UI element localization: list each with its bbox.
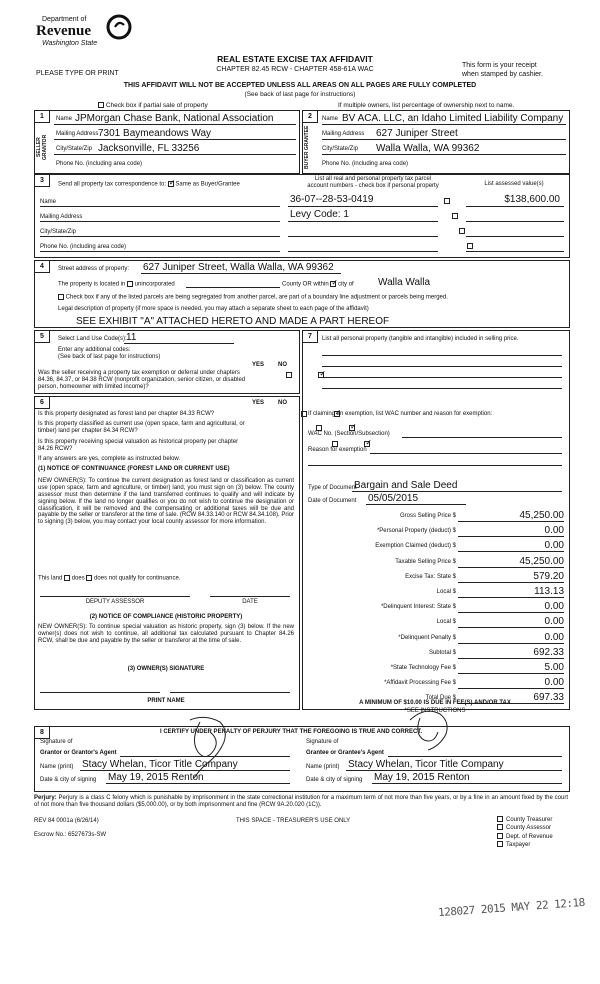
this-land-label: This land <box>38 575 63 582</box>
receipt-note-1: This form is your receipt <box>462 62 537 69</box>
seller-addr: 7301 Baymeandows Way <box>98 128 212 139</box>
section-3-number: 3 <box>34 174 50 187</box>
owner-sig-line-1 <box>40 692 160 693</box>
legal-desc-label: Legal description of property (if more space is needed, you may attach a separate sheet to each page of the affidavit) <box>58 306 369 312</box>
dept-pre: Department of <box>42 16 87 23</box>
buyer-name-line <box>322 124 566 125</box>
parcel-line-3 <box>288 236 438 237</box>
grantor-date-line <box>106 783 290 784</box>
if-yes-note: If any answers are yes, complete as instructed below. <box>38 456 181 462</box>
distribution-item <box>497 824 553 831</box>
grantor-name-label: Name (print) <box>40 764 74 770</box>
buyer-addr-label: Mailing Address <box>322 131 365 137</box>
pp-line-2 <box>322 366 562 367</box>
dept-name: Revenue <box>36 23 91 39</box>
s3-addr-label: Mailing Address <box>40 214 83 220</box>
perjury-label: Perjury: <box>34 795 57 801</box>
tax-line-label: Total Due $ <box>425 695 456 702</box>
distribution-checkbox[interactable] <box>497 833 503 839</box>
grantee-name-label: Name (print) <box>306 764 340 770</box>
pp-line-3 <box>322 377 562 378</box>
doc-date-label: Date of Document <box>308 498 357 504</box>
tax-line-underline <box>458 658 564 659</box>
owner-signature-title: (3) OWNER(S) SIGNATURE <box>127 666 205 672</box>
tax-line-underline <box>458 582 564 583</box>
seller-side-label: SELLER GRANTOR <box>36 134 48 160</box>
wac-line <box>402 437 562 438</box>
escrow-number: Escrow No.: 6527673s-SW <box>34 832 107 838</box>
tax-line-label: Exemption Claimed (deduct) $ <box>375 543 456 550</box>
certify-text: I CERTIFY UNDER PENALTY OF PERJURY THAT THE FOREGOING IS TRUE AND CORRECT. <box>160 729 423 735</box>
seller-name-label: Name <box>56 116 73 122</box>
parcel-line-1 <box>288 206 438 207</box>
receipt-note-2: when stamped by cashier. <box>462 71 543 78</box>
revenue-logo-icon <box>106 14 132 40</box>
tax-line-value: 0.00 <box>544 631 564 643</box>
personal-prop-label: List all personal property (tangible and intangible) included in selling price. <box>322 336 519 342</box>
s3-phone-line <box>40 251 280 252</box>
personal-prop-checkbox-3[interactable] <box>459 228 465 234</box>
buyer-city-label: City/State/Zip <box>322 146 359 152</box>
wac-label: WAC No. (Section/Subsection) <box>308 431 390 437</box>
property-city: Walla Walla <box>378 277 431 288</box>
grantor-date-label: Date & city of signing <box>40 777 97 783</box>
tax-line-label: *State Technology Fee $ <box>390 665 456 671</box>
notice1-title: (1) NOTICE OF CONTINUANCE (FOREST LAND OR CURRENT USE) <box>38 466 230 472</box>
tax-line-value: 113.13 <box>534 586 564 597</box>
distribution-item <box>497 841 553 848</box>
buyer-phone-label: Phone No. (including area code) <box>322 161 409 167</box>
form-chapter: CHAPTER 82.45 RCW - CHAPTER 458-61A WAC <box>216 66 374 73</box>
pp-line-1 <box>322 355 562 356</box>
grantor-sig-label: Signature of <box>40 739 73 745</box>
unincorporated-checkbox[interactable] <box>127 281 133 287</box>
warning: THIS AFFIDAVIT WILL NOT BE ACCEPTED UNLESS ALL AREAS ON ALL PAGES ARE FULLY COMPLETED <box>123 82 477 89</box>
unincorporated-label: unincorporated <box>134 281 175 288</box>
section-8-number: 8 <box>34 726 50 739</box>
forest-question: Is this property designated as forest land per chapter 84.33 RCW? <box>38 411 215 417</box>
s3-addr-line <box>40 221 280 222</box>
distribution-label: County Assessor <box>506 825 552 832</box>
owner-sig-line-2 <box>170 692 290 693</box>
buyer-city-line <box>322 154 566 155</box>
logo <box>30 14 130 54</box>
send-label <box>58 181 240 188</box>
tax-line-label: *Personal Property (deduct) $ <box>376 528 456 535</box>
minimum-note: A MINIMUM OF $10.00 IS DUE IN FEE(S) AND/OR TAX <box>359 700 511 706</box>
does-checkbox[interactable] <box>64 575 70 581</box>
s6-yes: YES <box>252 400 265 406</box>
grantee-signature <box>400 700 460 760</box>
parcel-1: 36-07--28-53-0419 <box>290 194 374 205</box>
tax-line-underline <box>458 688 564 689</box>
date-label: DATE <box>242 599 258 605</box>
parcel-line-2 <box>288 221 438 222</box>
tax-line-underline <box>458 536 564 537</box>
distribution-checkbox[interactable] <box>497 841 503 847</box>
distribution-label: County Treasurer <box>506 816 553 823</box>
s3-city-line <box>40 236 280 237</box>
tax-line-label: *Affidavit Processing Fee $ <box>384 680 456 687</box>
s6-no: NO <box>278 400 287 406</box>
reason-line-2 <box>308 465 562 466</box>
assessed-line-2 <box>466 221 564 222</box>
personal-prop-checkbox-2[interactable] <box>452 213 458 219</box>
street-address: 627 Juniper Street, Walla Walla, WA 99362 <box>143 262 334 273</box>
pp-line-4 <box>322 388 562 389</box>
treasurer-note: THIS SPACE - TREASURER'S USE ONLY <box>236 818 351 824</box>
segregation-label: Check box if any of the listed parcels are being segregated from another parcel, are part of a boundary line adjustment or parcels being merged. <box>65 294 448 301</box>
assessed-line-4 <box>466 251 564 252</box>
tax-line-underline <box>458 597 564 598</box>
current-use-question: Is this property classified as current use (open space, farm and agricultural, or timber) land per chapter 84.34 RCW? <box>38 421 245 434</box>
land-use-label: Select Land Use Code(s): <box>58 336 127 342</box>
grantee-date-line <box>372 783 562 784</box>
tax-line-value: 0.00 <box>544 540 564 552</box>
tax-line-value: 0.00 <box>544 601 564 613</box>
assessed-line-1 <box>466 206 564 207</box>
grantor-agent-label: Grantor or Grantor's Agent <box>40 750 117 756</box>
tax-line-label: *Delinquent Interest: State $ <box>380 604 456 611</box>
section-6-number: 6 <box>34 396 50 409</box>
tax-line-underline <box>458 673 564 674</box>
buyer-addr-line <box>322 139 566 140</box>
doc-type: Bargain and Sale Deed <box>354 480 458 491</box>
tax-line-underline <box>458 627 564 628</box>
parcel-line-4 <box>288 251 438 252</box>
dept-state: Washington State <box>42 40 98 47</box>
notice2-body: NEW OWNER(S): To continue special valuation as historic property, sign (3) below. If the new owner(s) does not wish to continue, all additional tax calculated pursuant to Chapter 84.26 RCW, shall be due and payable by the seller or transferor at the time of sale. <box>38 624 294 644</box>
exhibit-text: SEE EXHIBIT "A" ATTACHED HERETO AND MADE A PART HEREOF <box>76 316 390 327</box>
seller-city-label: City/State/Zip <box>56 146 93 152</box>
assessed-line-3 <box>466 236 564 237</box>
partial-sale-label: Check box if partial sale of property <box>105 102 208 109</box>
assessed-header: List assessed value(s) <box>484 181 544 187</box>
additional-codes-1: Enter any additional codes: <box>58 347 131 353</box>
street-label: Street address of property: <box>58 266 130 272</box>
section-5-number: 5 <box>34 330 50 343</box>
deputy-assessor-label: DEPUTY ASSESSOR <box>85 599 145 605</box>
deputy-line <box>40 596 190 597</box>
grantee-agent-label: Grantee or Grantee's Agent <box>306 750 384 756</box>
tax-line-underline <box>458 643 564 644</box>
same-as-buyer-checkbox[interactable] <box>168 181 174 187</box>
personal-prop-checkbox-4[interactable] <box>467 243 473 249</box>
reason-line <box>370 453 562 454</box>
distribution-checkbox[interactable] <box>497 816 503 822</box>
parcel-2: Levy Code: 1 <box>290 209 349 220</box>
section-7-number: 7 <box>302 330 318 343</box>
seller-name-line <box>54 124 296 125</box>
county-row <box>282 281 354 288</box>
tax-line-value: 0.00 <box>544 616 564 628</box>
located-row <box>58 281 175 288</box>
buyer-city: Walla Walla, WA 99362 <box>376 143 480 154</box>
seller-name: JPMorgan Chase Bank, National Association <box>75 113 274 124</box>
seller-phone-label: Phone No. (including area code) <box>56 161 143 167</box>
partial-sale <box>98 102 208 109</box>
section-1-number: 1 <box>34 110 50 123</box>
tax-line-value: 692.33 <box>533 646 564 658</box>
form-title: REAL ESTATE EXCISE TAX AFFIDAVIT <box>217 54 373 64</box>
doc-date-line <box>366 504 466 505</box>
grantor-date: May 19, 2015 Renton <box>108 772 204 783</box>
notice1-body: NEW OWNER(S): To continue the current designation as forest land or classification as current use (open space, farm and agriculture, or timber) land, you must sign on (3) below. The county assessor must then determine if the land transferred continues to qualify and will indicate by signing below. If the land no longer qualifies or you do not wish to continue the designation or classification, it will be removed and the compensating or additional taxes will be due and payable by the seller or transferor at the time of sale. (RCW 84.33.140 or RCW 84.34.108). Prior to signing (3) below, you may contact your local county assessor for more information. <box>38 478 294 526</box>
buyer-name-label: Name <box>322 116 339 122</box>
see-back: (See back of last page for instructions) <box>244 91 356 98</box>
seller-addr-label: Mailing Address <box>56 131 99 137</box>
distribution-label: Taxpayer <box>506 841 531 848</box>
tax-line-label: Gross Selling Price $ <box>399 513 456 519</box>
tax-line-value: 45,250.00 <box>519 555 564 567</box>
does-not-label: does not qualify for continuance. <box>94 575 181 582</box>
grantor-signature <box>170 712 240 782</box>
tax-line-label: Local $ <box>436 589 456 595</box>
tax-line-value: 0.00 <box>544 525 564 537</box>
exempt-yes-checkbox[interactable] <box>286 372 292 378</box>
seller-city-line <box>54 154 296 155</box>
segregation-row <box>58 294 448 301</box>
parcel-header-2: account numbers - check box if personal property <box>307 183 439 189</box>
tax-line-value: 697.33 <box>533 692 564 704</box>
date-line <box>210 596 290 597</box>
personal-prop-checkbox-1[interactable] <box>444 198 450 204</box>
distribution-label: Dept. of Revenue <box>506 833 553 840</box>
partial-sale-checkbox[interactable] <box>98 102 104 108</box>
assessed-1: $138,600.00 <box>504 194 560 205</box>
tax-line-label: Taxable Selling Price $ <box>395 558 456 565</box>
distribution-checkbox[interactable] <box>497 824 503 830</box>
doc-type-line <box>352 491 562 492</box>
tax-line-underline <box>458 567 564 568</box>
tax-line-label: *Delinquent Penalty $ <box>398 634 456 641</box>
distribution-item <box>497 833 553 840</box>
does-label: does <box>71 575 85 582</box>
distribution-item <box>497 816 553 823</box>
distribution-list <box>497 816 553 850</box>
additional-codes-2: (See back of last page for instructions) <box>58 354 161 360</box>
continuance-row <box>38 575 180 582</box>
land-use-line <box>124 343 234 344</box>
tax-line-underline <box>458 551 564 552</box>
grantee-date-label: Date & city of signing <box>306 777 363 783</box>
tax-line-underline <box>458 521 564 522</box>
located-in-label: The property is located in <box>58 281 126 288</box>
buyer-side-label: BUYER GRANTEE <box>304 125 310 169</box>
buyer-addr: 627 Juniper Street <box>376 128 458 139</box>
parcel-header-1: List all real and personal property tax parcel <box>314 176 432 182</box>
send-label-text: Send all property tax correspondence to: <box>58 181 167 188</box>
doc-date: 05/05/2015 <box>368 493 419 504</box>
rev-number: REV 84 0001a (6/26/14) <box>34 818 99 824</box>
see-instructions: *SEE INSTRUCTIONS <box>404 708 466 714</box>
same-as-label: Same as Buyer/Grantee <box>175 181 240 188</box>
tax-line-label: Subtotal $ <box>428 649 456 656</box>
section-4-number: 4 <box>34 260 50 273</box>
tax-line-value: 0.00 <box>544 677 564 689</box>
tax-line-value: 5.00 <box>544 662 564 673</box>
s5-no: NO <box>278 362 287 368</box>
print-name-label: PRINT NAME <box>147 698 185 704</box>
section-2-number: 2 <box>302 110 318 123</box>
historic-question: Is this property receiving special valuation as historical property per chapter 84.26 RCW? <box>38 439 239 452</box>
exemption-claim-label: If claiming an exemption, list WAC number and reason for exemption: <box>308 411 493 417</box>
doc-type-label: Type of Document <box>308 485 357 491</box>
s5-yes: YES <box>252 362 265 368</box>
received-stamp: 128027 2015 MAY 22 12:18 <box>437 895 586 920</box>
perjury-text <box>34 795 568 809</box>
land-use-code: 11 <box>126 332 137 343</box>
tax-line-label: Local $ <box>436 619 456 626</box>
s3-phone-label: Phone No. (including area code) <box>40 244 127 250</box>
segregation-checkbox[interactable] <box>58 294 64 300</box>
tax-line-value: 579.20 <box>533 570 564 582</box>
city-of-checkbox[interactable] <box>330 281 336 287</box>
multiple-owners: If multiple owners, list percentage of ownership next to name. <box>338 102 515 109</box>
street-line <box>141 273 341 274</box>
does-not-checkbox[interactable] <box>86 575 92 581</box>
grantee-sig-label: Signature of <box>306 739 339 745</box>
tax-line-value: 45,250.00 <box>519 510 564 521</box>
notice2-title: (2) NOTICE OF COMPLIANCE (HISTORIC PROPERTY) <box>89 614 243 620</box>
grantee-name-line <box>346 770 562 771</box>
reason-label: Reason for exemption <box>308 447 367 453</box>
county-line <box>186 287 280 288</box>
city-of-label: city of <box>338 281 354 288</box>
tax-line-underline <box>458 612 564 613</box>
s3-name-label: Name <box>40 199 57 205</box>
tax-line-label: Excise Tax: State $ <box>405 573 456 580</box>
s3-name-line <box>40 206 280 207</box>
seller-city: Jacksonville, FL 33256 <box>98 143 200 154</box>
seller-addr-line <box>54 139 296 140</box>
county-or-within-label: County OR within <box>282 281 329 288</box>
s3-city-label: City/State/Zip <box>40 229 77 235</box>
buyer-name: BV ACA. LLC, an Idaho Limited Liability Company <box>342 113 564 124</box>
please-type: PLEASE TYPE OR PRINT <box>36 70 119 77</box>
grantor-name: Stacy Whelan, Ticor Title Company <box>82 759 238 770</box>
exempt-question: Was the seller receiving a property tax exemption or deferral under chapters 84.36, 84.37, or 84.38 RCW (nonprofit organization, senior citizen, or disabled person, homeowner with limited income)? <box>38 370 246 390</box>
grantee-date: May 19, 2015 Renton <box>374 772 470 783</box>
perjury-body: Perjury is a class C felony which is punishable by imprisonment in the state correctional institution for a maximum term of not more than five years, or by a fine in an amount fixed by the court of not more than five thousand dollars ($5,000.00), or by both imprisonment and fine (RCW 9A.20.020 (1C)). <box>34 795 568 808</box>
grantee-name: Stacy Whelan, Ticor Title Company <box>348 759 504 770</box>
